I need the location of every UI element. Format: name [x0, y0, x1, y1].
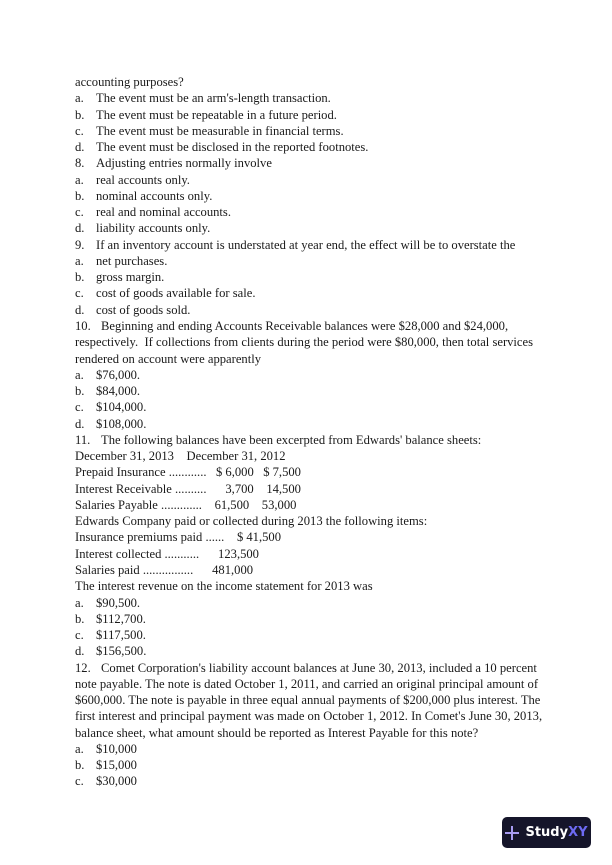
option-letter: c.	[75, 774, 84, 789]
question-11	[75, 432, 545, 448]
option-letter: d.	[75, 302, 85, 317]
question-number: 9.	[75, 237, 85, 252]
q11-option-b	[75, 611, 545, 627]
q7-option-c	[75, 123, 545, 139]
question-10	[75, 318, 545, 334]
option-text: The event must be disclosed in the reported footnotes.	[96, 140, 369, 155]
option-letter: b.	[75, 611, 85, 626]
q12-option-c	[75, 773, 545, 789]
option-letter: c.	[75, 123, 84, 138]
balance-2012: $ 7,500	[263, 465, 301, 480]
option-text: The event must be an arm's-length transaction.	[96, 91, 331, 106]
option-text: $156,500.	[96, 644, 147, 659]
q8-option-b	[75, 188, 545, 204]
balance-label: Prepaid Insurance ............	[75, 465, 207, 480]
question-number: 10.	[75, 318, 91, 333]
document-page	[75, 74, 545, 790]
q11-option-c	[75, 627, 545, 643]
option-text: $76,000.	[96, 367, 141, 382]
option-letter: a.	[75, 253, 84, 268]
option-text: nominal accounts only.	[96, 188, 213, 203]
question-12-line-5: balance sheet, what amount should be reported as Interest Payable for this note?	[75, 725, 479, 740]
balance-2013: 61,500	[214, 497, 250, 512]
option-text: The event must be repeatable in a future period.	[96, 107, 337, 122]
option-text: cost of goods sold.	[96, 302, 191, 317]
question-text: If an inventory account is understated at year end, the effect will be to overstate the	[96, 237, 516, 252]
option-letter: d.	[75, 416, 85, 431]
paid-label: Insurance premiums paid ......	[75, 530, 225, 545]
paid-item	[75, 546, 545, 562]
option-letter: a.	[75, 172, 84, 187]
option-text: liability accounts only.	[96, 221, 211, 236]
q9-option-d	[75, 302, 545, 318]
option-text: real and nominal accounts.	[96, 205, 231, 220]
question-number: 11.	[75, 432, 91, 447]
q7-option-b	[75, 107, 545, 123]
paid-amount: 123,500	[218, 546, 259, 561]
question-text-line: Beginning and ending Accounts Receivable balances were $28,000 and $24,000,	[101, 318, 509, 333]
option-letter: a.	[75, 595, 84, 610]
paid-amount: $ 41,500	[236, 530, 282, 545]
question-9	[75, 237, 545, 253]
balance-sheet-header: December 31, 2013 December 31, 2012	[75, 449, 286, 464]
option-text: $108,000.	[96, 416, 147, 431]
option-letter: d.	[75, 140, 85, 155]
q9-option-a	[75, 253, 545, 269]
option-text: net purchases.	[96, 253, 168, 268]
option-text: real accounts only.	[96, 172, 190, 187]
q9-option-c	[75, 285, 545, 301]
question-text: The following balances have been excerpted from Edwards' balance sheets:	[101, 432, 482, 447]
question-number: 12.	[75, 660, 91, 675]
brand-name	[525, 825, 587, 840]
option-text: cost of goods available for sale.	[96, 286, 256, 301]
q8-option-a	[75, 172, 545, 188]
q10-option-d	[75, 416, 545, 432]
q11-option-d	[75, 643, 545, 659]
question-10-line-2: respectively. If collections from clients during the period were $80,000, then total services	[75, 335, 534, 350]
question-11-prompt: The interest revenue on the income statement for 2013 was	[75, 579, 373, 594]
question-text-line: Comet Corporation's liability account balances at June 30, 2013, included a 10 percent	[101, 660, 537, 675]
option-text: $90,500.	[96, 595, 141, 610]
option-text: $10,000	[96, 741, 137, 756]
q12-option-a	[75, 741, 545, 757]
balance-label: Interest Receivable ..........	[75, 481, 207, 496]
option-text: The event must be measurable in financial terms.	[96, 123, 344, 138]
question-12-line-2: note payable. The note is dated October 1, 2011, and carried an original principal amount of	[75, 676, 539, 691]
option-text: $84,000.	[96, 384, 141, 399]
question-8	[75, 155, 545, 171]
option-text: $15,000	[96, 758, 137, 773]
brand-study: Study	[525, 825, 569, 840]
q10-option-b	[75, 383, 545, 399]
q9-option-b	[75, 269, 545, 285]
option-text: $104,000.	[96, 400, 147, 415]
option-letter: d.	[75, 221, 85, 236]
option-letter: a.	[75, 367, 84, 382]
q8-option-d	[75, 220, 545, 236]
balance-label: Salaries Payable .............	[75, 497, 202, 512]
studyxy-badge[interactable]	[502, 817, 591, 848]
paid-label: Salaries paid ................	[75, 562, 194, 577]
option-letter: b.	[75, 758, 85, 773]
balance-row	[75, 497, 545, 513]
question-7-continuation: accounting purposes?	[75, 75, 184, 89]
q11-option-a	[75, 595, 545, 611]
option-text: $30,000	[96, 774, 137, 789]
question-10-line-3: rendered on account were apparently	[75, 351, 262, 366]
option-text: $112,700.	[96, 611, 146, 626]
question-12	[75, 660, 545, 676]
option-text: $117,500.	[96, 628, 146, 643]
balance-2012: 14,500	[266, 481, 301, 496]
option-letter: c.	[75, 628, 84, 643]
q10-option-a	[75, 367, 545, 383]
plus-icon	[505, 826, 519, 840]
option-letter: b.	[75, 107, 85, 122]
q7-option-a	[75, 90, 545, 106]
balance-row	[75, 481, 545, 497]
q10-option-c	[75, 399, 545, 415]
balance-2013: 3,700	[219, 481, 254, 496]
balance-row	[75, 464, 545, 480]
option-letter: b.	[75, 270, 85, 285]
q7-option-d	[75, 139, 545, 155]
question-text: Adjusting entries normally involve	[96, 156, 272, 171]
option-letter: c.	[75, 400, 84, 415]
paid-amount: 481,000	[212, 562, 254, 577]
paid-label: Interest collected ...........	[75, 546, 200, 561]
question-number: 8.	[75, 156, 85, 171]
option-text: gross margin.	[96, 270, 165, 285]
q8-option-c	[75, 204, 545, 220]
option-letter: b.	[75, 188, 85, 203]
paid-intro: Edwards Company paid or collected during 2013 the following items:	[75, 514, 428, 529]
option-letter: c.	[75, 205, 84, 220]
paid-item	[75, 529, 545, 545]
option-letter: c.	[75, 286, 84, 301]
balance-2012: 53,000	[261, 497, 297, 512]
option-letter: a.	[75, 741, 84, 756]
q12-option-b	[75, 757, 545, 773]
option-letter: d.	[75, 644, 85, 659]
brand-xy: XY	[568, 825, 588, 840]
question-12-line-4: first interest and principal payment was made on October 1, 2012. In Comet's June 30, 2013,	[75, 709, 543, 724]
option-letter: a.	[75, 91, 84, 106]
paid-item	[75, 562, 545, 578]
option-letter: b.	[75, 384, 85, 399]
question-12-line-3: $600,000. The note is payable in three equal annual payments of $200,000 plus interest. The	[75, 693, 541, 708]
balance-2013: $ 6,000	[215, 465, 254, 480]
